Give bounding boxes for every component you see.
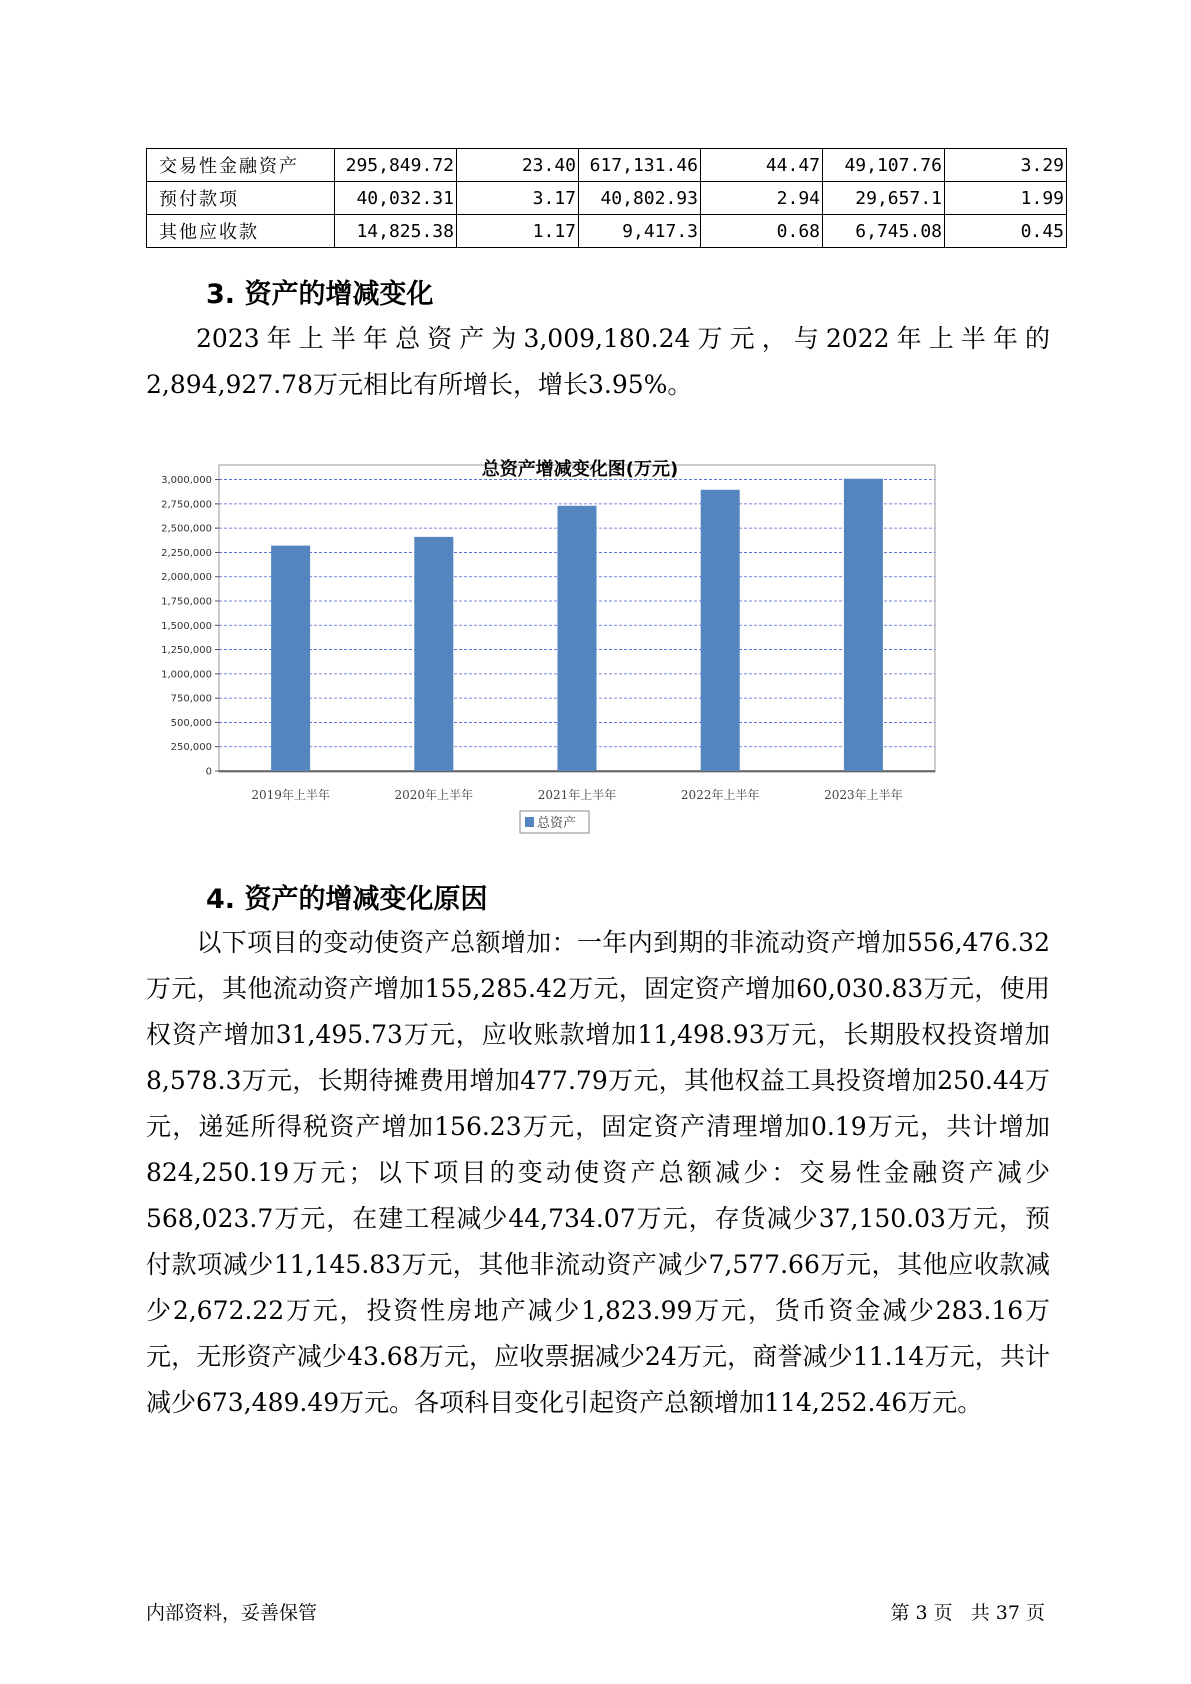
bar	[844, 479, 883, 771]
y-tick-label: 2,250,000	[161, 547, 212, 559]
total-assets-chart	[130, 455, 1030, 915]
y-tick-label: 750,000	[170, 693, 212, 705]
table-cell: 23.40	[457, 149, 579, 182]
table-cell: 0.68	[701, 215, 823, 248]
bar	[701, 490, 740, 771]
legend-label: 总资产	[537, 816, 577, 831]
y-tick-label: 2,500,000	[161, 523, 212, 535]
x-tick-label: 2023年上半年	[824, 788, 903, 802]
bar	[558, 506, 597, 771]
table-cell: 2.94	[701, 182, 823, 215]
y-tick-label: 250,000	[170, 742, 212, 754]
asset-table	[146, 148, 1067, 248]
chart-title: 总资产增减变化图(万元)	[481, 459, 679, 480]
legend-swatch	[525, 817, 534, 827]
y-tick-label: 1,250,000	[161, 645, 212, 657]
section3-paragraph-text: 2023年上半年总资产为3,009,180.24万元，与2022年上半年的2,894,927.78万元相比有所增长，增长3.95%。	[146, 324, 1050, 399]
table-cell: 9,417.3	[579, 215, 701, 248]
section3-paragraph	[146, 316, 1050, 408]
bar	[271, 546, 310, 771]
section4-paragraph	[146, 920, 1050, 1426]
section4-heading: 4. 资产的增减变化原因	[206, 884, 488, 915]
row-label: 预付款项	[147, 182, 335, 215]
section3-heading: 3. 资产的增减变化	[206, 279, 434, 310]
y-tick-label: 0	[205, 766, 212, 778]
x-tick-label: 2019年上半年	[251, 788, 330, 802]
y-tick-label: 1,750,000	[161, 596, 212, 608]
row-label: 其他应收款	[147, 215, 335, 248]
table-cell: 295,849.72	[335, 149, 457, 182]
x-tick-label: 2020年上半年	[394, 788, 474, 802]
footer-left: 内部资料，妥善保管	[146, 1602, 318, 1624]
table-cell: 1.17	[457, 215, 579, 248]
x-tick-label: 2021年上半年	[537, 788, 617, 802]
table-cell: 3.29	[945, 149, 1067, 182]
table-cell: 1.99	[945, 182, 1067, 215]
table-cell: 40,802.93	[579, 182, 701, 215]
y-tick-label: 2,000,000	[161, 572, 212, 584]
y-tick-label: 2,750,000	[161, 499, 212, 511]
table-cell: 40,032.31	[335, 182, 457, 215]
table-row	[147, 149, 1067, 182]
table-cell: 14,825.38	[335, 215, 457, 248]
x-tick-label: 2022年上半年	[680, 788, 760, 802]
table-cell: 29,657.1	[823, 182, 945, 215]
table-cell: 3.17	[457, 182, 579, 215]
bar	[414, 537, 453, 771]
y-tick-label: 1,000,000	[161, 669, 212, 681]
section4-paragraph-text: 以下项目的变动使资产总额增加：一年内到期的非流动资产增加556,476.32万元，其他流动资产增加155,285.42万元，固定资产增加60,030.83万元，使用权资产增加31,495.73万元，应收账款增加11,498.93万元，长期股权投资增加8,578.3万元，长期待摊费用增加477.79万元，其他权益工具投资增加250.44万元，递延所得税资产增加156.23万元，固定资产清理增加0.19万元，共计增加824,250.19万元；以下项目的变动使资产总额减少：交易性金融资产减少568,023.7万元，在建工程减少44,734.07万元，存货减少37,150.03万元，预付款项减少11,145.83万元，其他非流动资产减少7,577.66万元，其他应收款减少2,672.22万元，投资性房地产减少1,823.99万元，货币资金减少283.16万元，无形资产减少43.68万元，应收票据减少24万元，商誉减少11.14万元，共计减少673,489.49万元。各项科目变化引起资产总额增加114,252.46万元。	[146, 928, 1050, 1417]
y-tick-label: 1,500,000	[161, 620, 212, 632]
table-cell: 44.47	[701, 149, 823, 182]
table-row	[147, 182, 1067, 215]
row-label: 交易性金融资产	[147, 149, 335, 182]
footer-page-number: 第 3 页 共 37 页	[890, 1602, 1045, 1624]
table-row	[147, 215, 1067, 248]
y-tick-label: 3,000,000	[161, 475, 212, 487]
y-tick-label: 500,000	[170, 717, 212, 729]
table-cell: 6,745.08	[823, 215, 945, 248]
table-cell: 49,107.76	[823, 149, 945, 182]
table-cell: 0.45	[945, 215, 1067, 248]
chart-canvas	[130, 455, 1030, 915]
table-cell: 617,131.46	[579, 149, 701, 182]
